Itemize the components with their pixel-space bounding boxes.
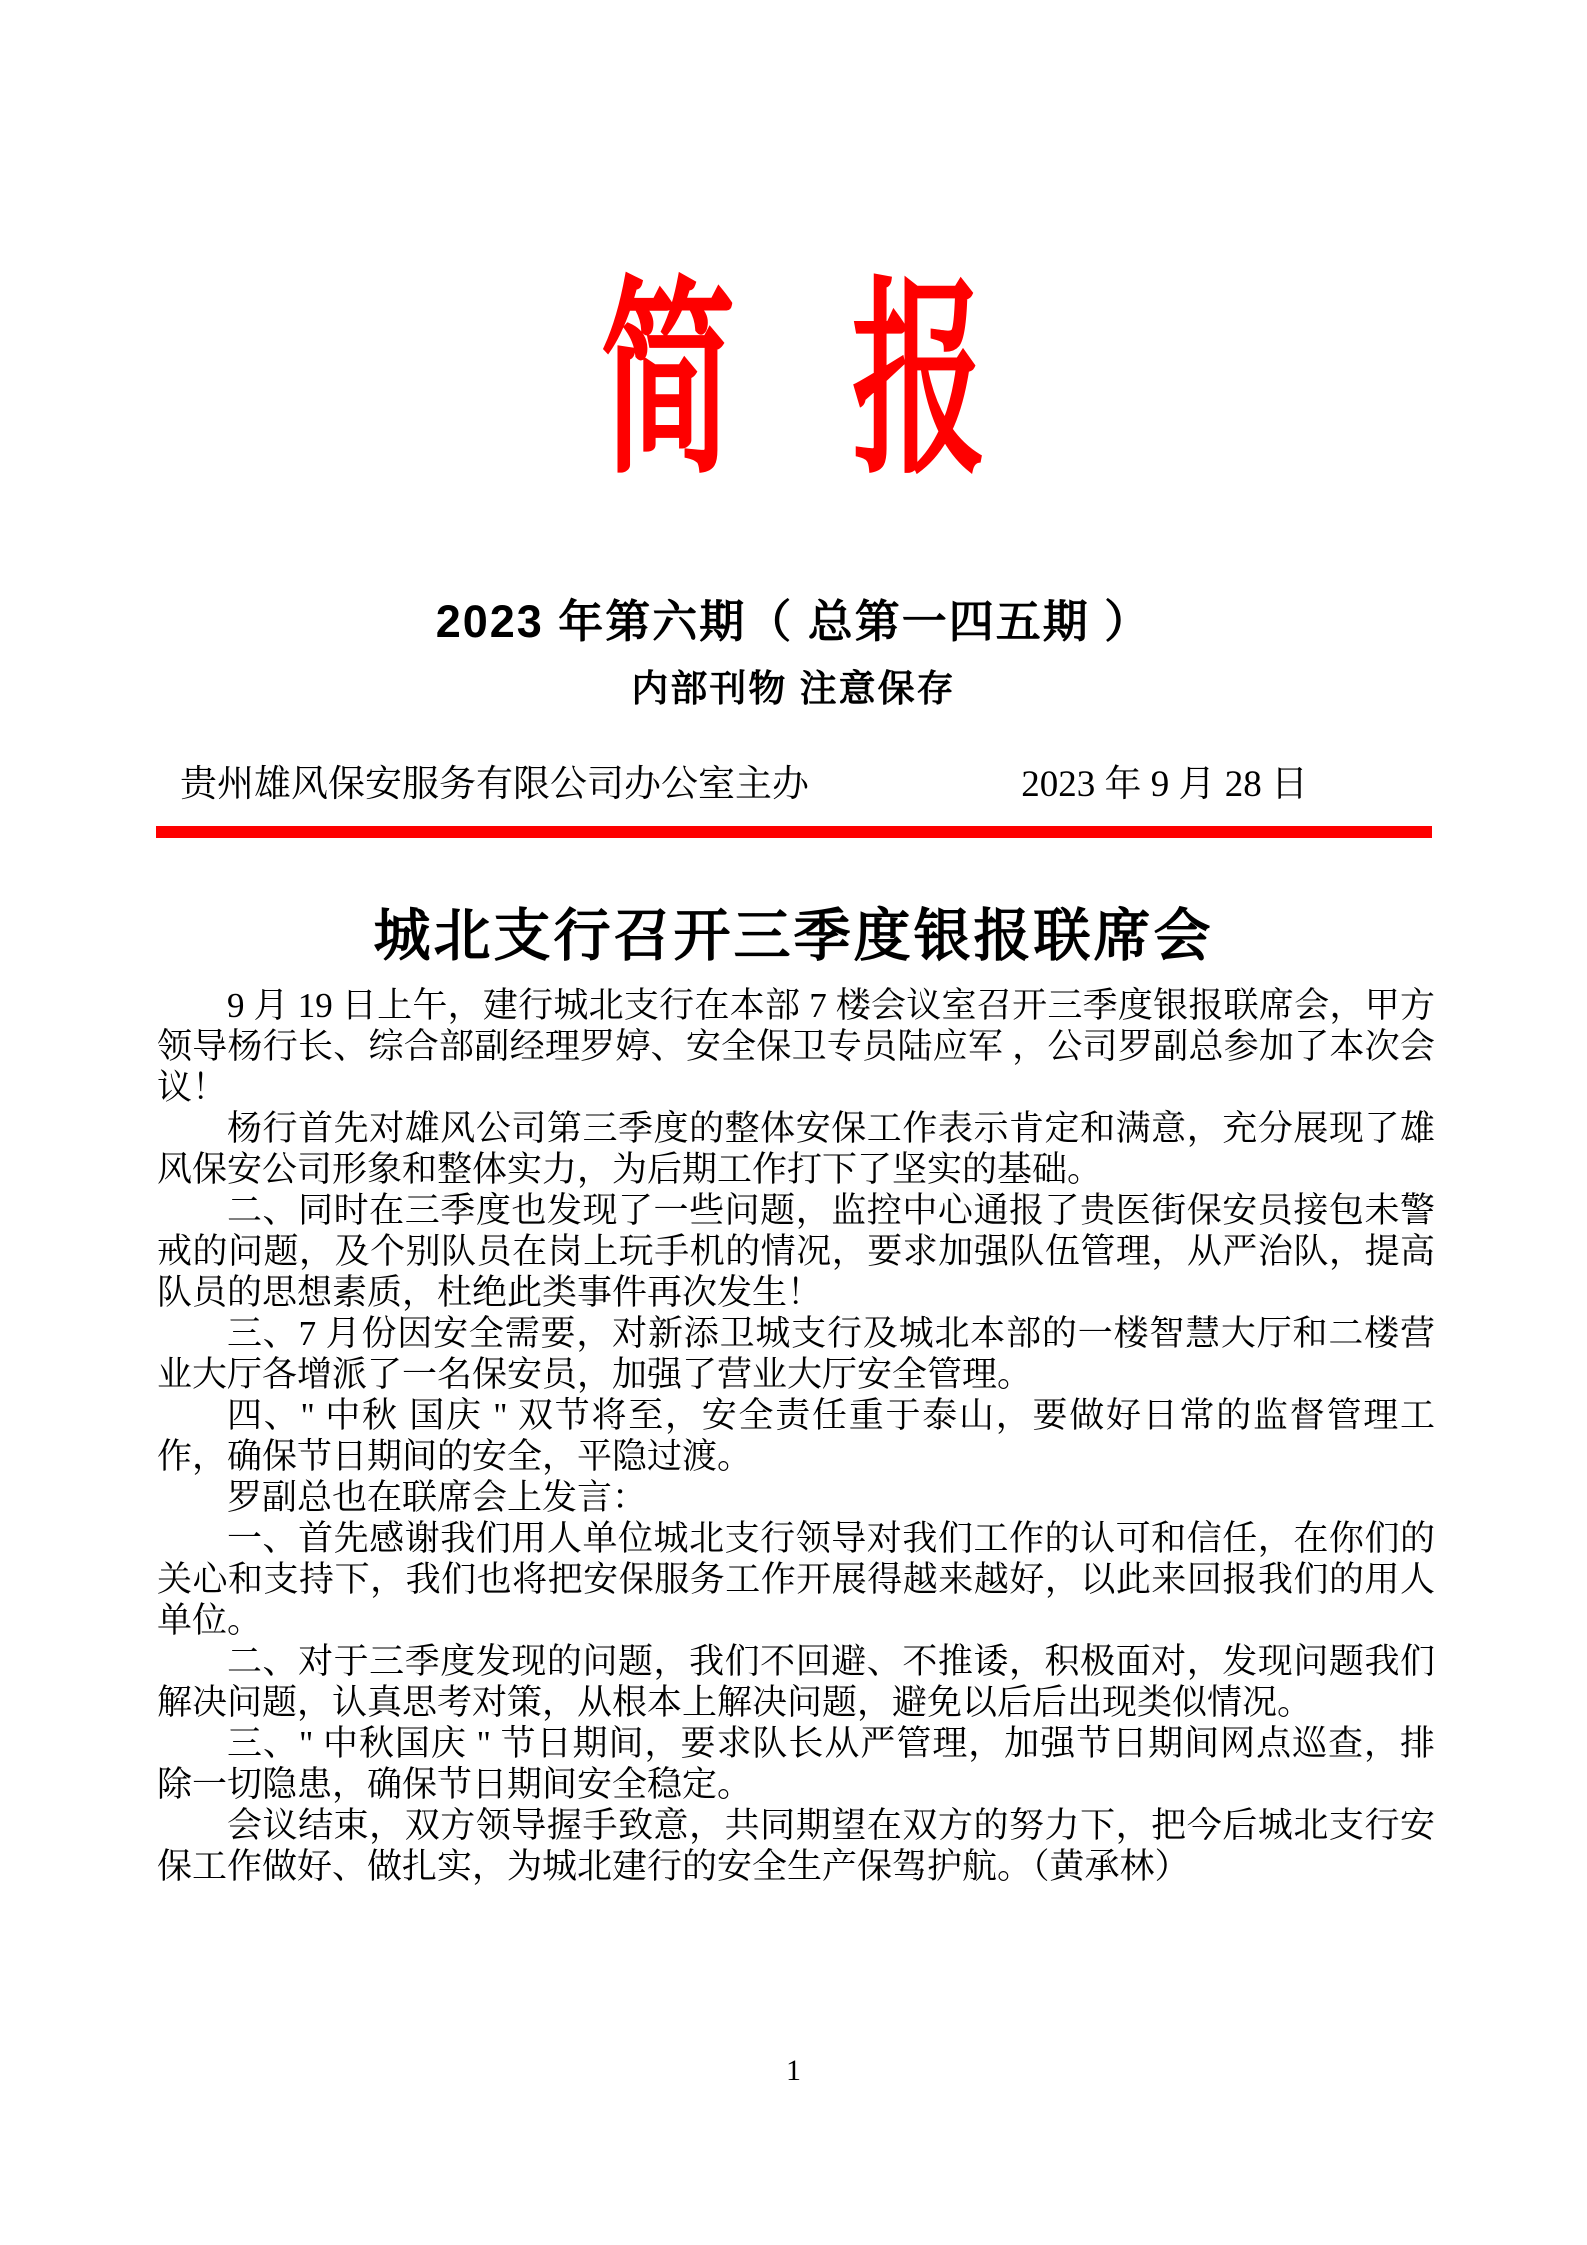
- red-divider-rule: [156, 826, 1432, 838]
- issue-line: 2023 年第六期（ 总第一四五期 ）: [435, 596, 1152, 647]
- publisher-name: 贵州雄风保安服务有限公司办公室主办: [180, 764, 809, 805]
- paragraph-10: 会议结束，双方领导握手致意，共同期望在双方的努力下，把今后城北支行安保工作做好、做扎实，为城北建行的安全生产保驾护航。（黄承林）: [157, 1806, 1435, 1886]
- notice-line: 内部刊物 注意保存: [631, 668, 956, 709]
- paragraph-5: 四、" 中秋 国庆 " 双节将至，安全责任重于泰山，要做好日常的监督管理工作，确保节日期间的安全，平隐过渡。: [157, 1396, 1435, 1476]
- paragraph-9: 三、" 中秋国庆 " 节日期间，要求队长从严管理，加强节日期间网点巡查，排除一切隐患，确保节日期间安全稳定。: [157, 1724, 1435, 1804]
- paragraph-2: 杨行首先对雄风公司第三季度的整体安保工作表示肯定和满意，充分展现了雄风保安公司形象和整体实力，为后期工作打下了坚实的基础。: [157, 1109, 1435, 1189]
- paragraph-4: 三、7 月份因安全需要，对新添卫城支行及城北本部的一楼智慧大厅和二楼营业大厅各增派了一名保安员，加强了营业大厅安全管理。: [157, 1314, 1435, 1394]
- paragraph-1: 9 月 19 日上午，建行城北支行在本部 7 楼会议室召开三季度银报联席会，甲方领导杨行长、综合部副经理罗婷、安全保卫专员陆应军 ，公司罗副总参加了本次会议！: [157, 986, 1435, 1107]
- article-title: 城北支行召开三季度银报联席会: [373, 905, 1214, 968]
- masthead-title-char-2: 报: [851, 267, 986, 499]
- publisher-row: [180, 762, 1308, 808]
- paragraph-6: 罗副总也在联席会上发言：: [227, 1478, 648, 1517]
- paragraph-7: 一、首先感谢我们用人单位城北支行领导对我们工作的认可和信任，在你们的关心和支持下，我们也将把安保服务工作开展得越来越好，以此来回报我们的用人单位。: [157, 1519, 1435, 1640]
- page-number: 1: [786, 2054, 801, 2087]
- publish-date: 2023 年 9 月 28 日: [1021, 764, 1308, 805]
- paragraph-3: 二、同时在三季度也发现了一些问题，监控中心通报了贵医街保安员接包未警戒的问题，及个别队员在岗上玩手机的情况，要求加强队伍管理，从严治队，提高队员的思想素质，杜绝此类事件再次发生！: [157, 1191, 1435, 1312]
- paragraph-8: 二、对于三季度发现的问题，我们不回避、不推诿，积极面对，发现问题我们解决问题，认真思考对策，从根本上解决问题，避免以后后出现类似情况。: [157, 1642, 1435, 1722]
- masthead-title: [0, 267, 1587, 499]
- masthead-title-char-1: 简: [601, 267, 736, 499]
- article-body: [157, 985, 1435, 1887]
